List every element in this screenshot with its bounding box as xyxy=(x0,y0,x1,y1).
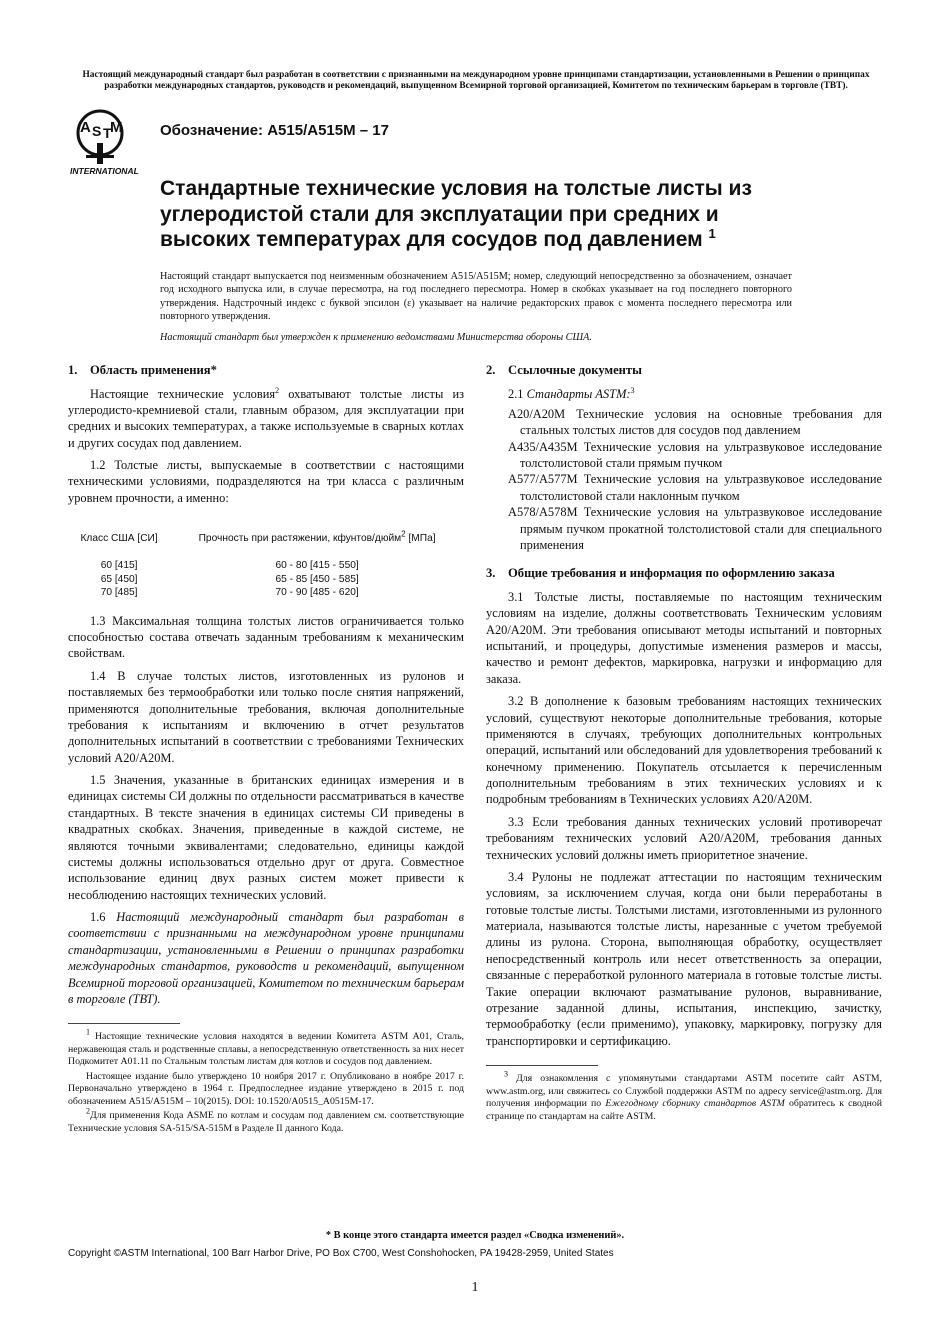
svg-text:A: A xyxy=(80,119,91,136)
section-1-heading xyxy=(68,362,464,379)
footnote-separator xyxy=(68,1023,180,1024)
paragraph-3-1: 3.1 Толстые листы, поставляемые по настоящим техническим условиям на изделие, должны соответствовать Техническим условиям A20/A20M. Эти требования описывают методы испытаний и повторных испытаний, и процедуры, допустимые изменения размеров и массы, качество и ремонт дефектов, маркировка, нагрузки и информацию для заказа. xyxy=(486,589,882,686)
copyright: Copyright ©ASTM International, 100 Barr Harbor Drive, PO Box C700, West Conshohocken, PA 19428-2959, United States xyxy=(68,1248,614,1259)
section-1-number: 1. xyxy=(68,363,78,377)
table-row xyxy=(68,573,464,586)
table-cell-class: 70 [485] xyxy=(100,586,138,598)
svg-text:M: M xyxy=(110,119,123,136)
footnote-1-continued: Настоящее издание было утверждено 10 ноября 2017 г. Опубликовано в ноябре 2017 г. Первоначально утверждено в 1964 г. Предпоследнее издание утверждено в 2015 г. под обозначением A515/A515M – 10(2015). DOI: 10.1520/A0515_A0515M-17. xyxy=(68,1070,464,1107)
reference-item: A577/A577M Технические условия на ультразвуковое исследование толстолистовой стали наклонным пучком xyxy=(508,472,882,503)
table-cell-strength: 65 - 85 [450 - 585] xyxy=(275,573,359,585)
table-row xyxy=(68,586,464,599)
table-header-class: Класс США [СИ] xyxy=(80,533,158,545)
footnote-3: $^3$ Для ознакомления с упомянутыми стандартами ASTM посетите сайт ASTM, www.astm.org, или свяжитесь со Службой поддержки ASTM по адресу service@astm.org. Для получения информации по Ежегодному сборнику стандартов ASTM обратитесь к сводной странице по стандартам на сайте ASTM. xyxy=(486,1069,883,1122)
section-2-title: Ссылочные документы xyxy=(508,363,642,377)
title-text: Стандартные технические условия на толстые листы из углеродистой стали для эксплуатации при средних и высоких температурах для сосудов под давлением xyxy=(160,177,752,252)
logo-text: INTERNATIONAL xyxy=(70,166,139,176)
intro-paragraph: Настоящий стандарт выпускается под неизменным обозначением A515/A515M; номер, следующий непосредственно за обозначением, означает год исходного выпуска или, в случае пересмотра, на год последнего пересмотра. Номер в скобках указывает на год последнего повторного утверждения. Надстрочный индекс с буквой эпсилон (ε) указывает на наличие редакторских правок с момента последнего пересмотра или повторного утверждения. xyxy=(160,271,792,323)
table-cell-strength: 70 - 90 [485 - 620] xyxy=(275,586,359,598)
svg-text:S: S xyxy=(92,123,102,139)
section-3-number: 3. xyxy=(486,566,496,581)
paragraph-1-4: 1.4 В случае толстых листов, изготовленных из рулонов и поставляемых без термообработки или только после снятия напряжений, применяются дополнительные требования, включая дополнительные требования к испытаниям и включению в отчет результатов дополнительных испытаний в соответствии с требованиями Технических условий A20/A20M. xyxy=(68,668,464,765)
left-column xyxy=(68,362,464,1138)
footnote-separator xyxy=(486,1065,598,1066)
footnote-2: $^2$Для применения Кода ASME по котлам и сосудам под давлением см. соответствующие Технические условия SA-515/SA-515M в Разделе II данного Кода. xyxy=(68,1107,464,1134)
table-header-strength: Прочность при растяжении, кфунтов/дюйм$^2$ [МПа] xyxy=(198,529,436,545)
paragraph-3-3: 3.3 Если требования данных технических условий противоречат требованиям технических условий A20/A20M, требования данных технических условий должны иметь приоритетное значение. xyxy=(486,814,882,862)
designation: Обозначение: A515/A515M – 17 xyxy=(160,122,389,139)
footnote-1: $^1$ Настоящие технические условия находятся в ведении Комитета ASTM A01, Сталь, нержавеющая сталь и родственные сплавы, а непосредственную ответственность за них несет Подкомитет A01.11 по Стальным толстым листам для котлов и сосудов под давлением. xyxy=(68,1027,464,1068)
paragraph-3-2: 3.2 В дополнение к базовым требованиям настоящих технических условий, существуют некоторые дополнительные требования, которые применяются в случаях, требующих дополнительных контрольных операций, испытаний или обследований для удовлетворения требований к конечному применению. Покупатель отсылается к перечисленным дополнительным требованиям в этих технических условиях и к подробным требованиям в Технических условиях A20/A20M. xyxy=(486,694,882,807)
table-row xyxy=(68,559,464,572)
paragraph-1-6: 1.6 Настоящий международный стандарт был разработан в соответствии с признанными на международном уровне принципами стандартизации, установленными в Решении о принципах разработки международных стандартов, руководств и рекомендаций, выпущенном Всемирной торговой организацией, Комитетом по техническим барьерам в торговле (ТВТ). xyxy=(68,910,464,1006)
table-cell-class: 60 [415] xyxy=(100,560,138,572)
subsection-2-1: 2.1 Стандарты ASTM:$^3$ xyxy=(508,385,635,401)
paragraph-1-1: Настоящие технические условия$^2$ охватывают толстые листы из углеродисто-кремниевой стали, главным образом, для эксплуатации при средних и высоких температурах, а также используемые в сварных котлах и других сосудах под давлением. xyxy=(68,385,464,450)
title-footnote-mark: 1 xyxy=(708,226,716,242)
table-cell-strength: 60 - 80 [415 - 550] xyxy=(275,560,359,572)
paragraph-1-3: 1.3 Максимальная толщина толстых листов ограничивается только способностью состава отвечать заданным требованиям к механическим свойствам. xyxy=(68,613,464,661)
section-1-title: Область применения* xyxy=(90,363,217,377)
section-3-title: Общие требования и информация по оформлению заказа xyxy=(508,566,835,581)
section-2-number: 2. xyxy=(486,363,496,377)
paragraph-3-4: 3.4 Рулоны не подлежат аттестации по настоящим техническим условиям, за исключением случая, когда они были переработаны в готовые толстые листы. Толстыми листами, изготовленными из рулонного материала, называются толстые листы, нарезанные с учетом требуемой длины из рулона. Сторона, выполняющая обработку, осуществляет непосредственный контроль или несет ответственность за операции, связанные с переработкой рулонного материала в готовые толстые листы. Такие операции включают разматывание рулонов, выравнивание, отрезание заданной длины, испытания, инспекцию, зачистку, термообработку (если применимо), упаковку, маркировку, погрузку для транспортировки и сертификацию. xyxy=(486,869,882,1048)
section-3-heading xyxy=(486,565,882,582)
section-2-heading xyxy=(486,362,882,379)
astm-logo-icon xyxy=(66,108,150,178)
page-number: 1 xyxy=(471,1280,479,1295)
reference-item: A435/A435M Технические условия на ультразвуковое исследование толстолистовой стали прямым пучком xyxy=(508,439,882,471)
astm-logo xyxy=(66,108,150,178)
reference-item: A578/A578M Технические условия на ультразвуковое исследование прямым пучком прокатной толстолистовой стали для специального применения xyxy=(508,505,882,552)
reference-item: A20/A20M Технические условия на основные требования для стальных толстых листов для сосудов под давлением xyxy=(508,406,882,438)
paragraph-1-2: 1.2 Толстые листы, выпускаемые в соответствии с настоящими техническими условиями, подразделяются на три класса с различным уровнем прочности, а именно: xyxy=(68,458,464,505)
strength-class-table xyxy=(68,529,464,598)
svg-text:T: T xyxy=(103,125,112,141)
document-title xyxy=(160,176,800,253)
right-column xyxy=(486,362,882,1125)
table-cell-class: 65 [450] xyxy=(100,573,138,585)
top-notice: Настоящий международный стандарт был разработан в соответствии с признанными на международном уровне принципами стандартизации, установленными в Решении о принципах разработки международных стандартов, руководств и рекомендаций, выпущенном Всемирной торговой организацией, Комитетом по техническим барьерам в торговле (ТВТ). xyxy=(82,70,870,92)
intro-note: Настоящий стандарт был утвержден к применению ведомствами Министерства обороны США. xyxy=(160,332,592,343)
summary-note: * В конце этого стандарта имеется раздел «Сводка изменений». xyxy=(325,1230,625,1241)
paragraph-1-5: 1.5 Значения, указанные в британских единицах измерения и в единицах системы СИ должны по отдельности рассматриваться в качестве стандартных. В тексте значения в единицах системы СИ приведены в квадратных скобках. Значения, приведенные в каждой системе, не являются точными эквивалентами; следовательно, единицы каждой системы должны использоваться отдельно друг от друга. Совместное использование единиц двух разных систем может привести к несоблюдению настоящих технических условий. xyxy=(68,773,464,902)
